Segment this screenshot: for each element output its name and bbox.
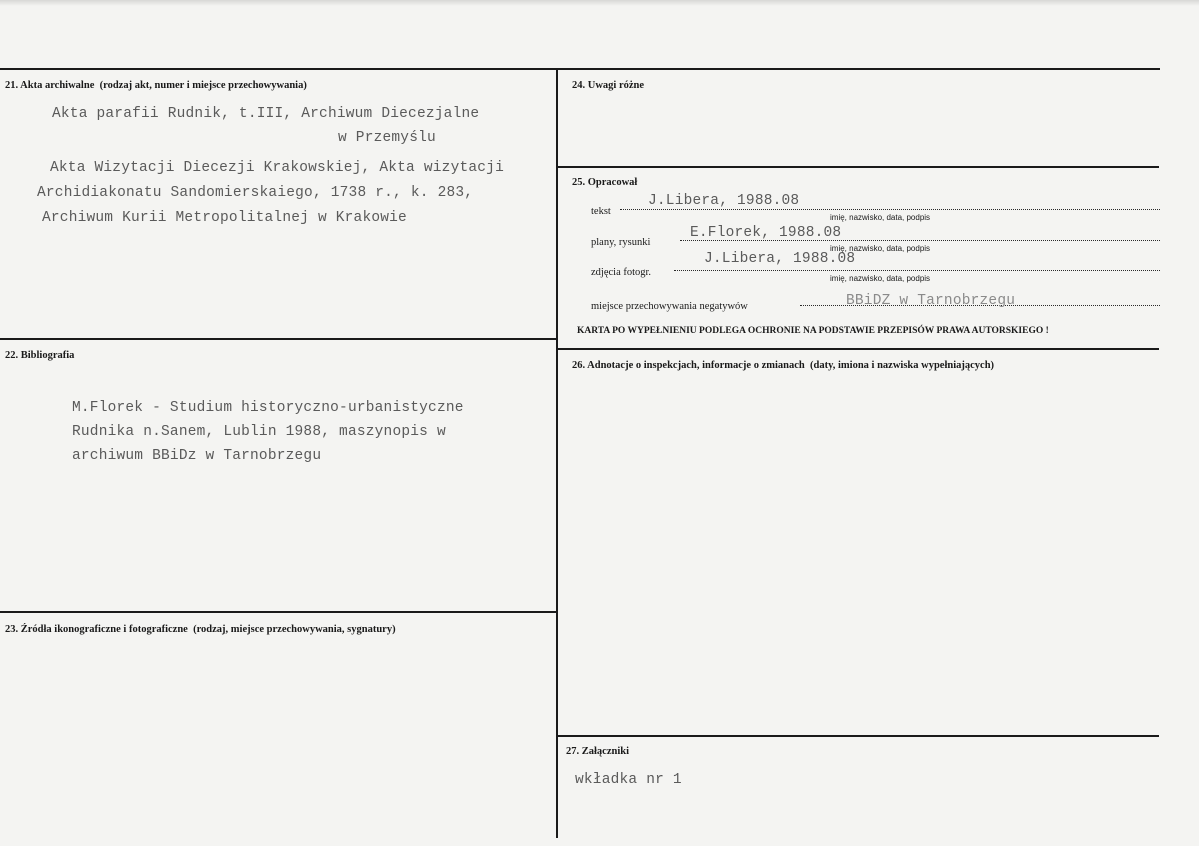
section-21-subtitle: (rodzaj akt, numer i miejsce przechowywania) [99,80,307,91]
top-rule [0,68,1160,70]
section-25-header: 25. Opracował [572,177,638,188]
author-plans-value: E.Florek, 1988.08 [690,225,842,241]
section-23-title: 23. Źródła ikonograficzne i fotograficzne [5,624,188,635]
author-plans-caption: imię, nazwisko, data, podpis [830,244,931,253]
negatives-value: BBiDZ w Tarnobrzegu [846,293,1016,309]
section-27-header: 27. Załączniki [566,746,630,757]
left-rule-23 [0,611,557,613]
section-26-title: 26. Adnotacje o inspekcjach, informacje o zmianach [572,360,805,371]
bibliography-line-2: Rudnika n.Sanem, Lublin 1988, maszynopis w [72,424,446,440]
author-text-caption: imię, nazwisko, data, podpis [830,213,931,222]
archive-line-5: Archiwum Kurii Metropolitalnej w Krakowie [42,210,407,226]
author-photos-caption: imię, nazwisko, data, podpis [830,274,931,283]
section-22-header: 22. Bibliografia [5,350,75,361]
section-23-header [5,624,396,635]
archive-line-1: Akta parafii Rudnik, t.III, Archiwum Diecezjalne [52,106,480,122]
author-photos-label: zdjęcia fotogr. [591,267,652,278]
section-26-subtitle: (daty, imiona i nazwiska wypełniających) [809,360,995,371]
author-text-label: tekst [591,206,611,217]
author-plans-label: plany, rysunki [591,237,651,248]
author-photos-dotted-line [674,270,1160,271]
archive-line-4: Archidiakonatu Sandomierskaiego, 1738 r., k. 283, [37,185,474,201]
author-text-dotted-line [620,209,1160,210]
section-21-header [5,80,307,91]
center-divider [556,68,558,838]
right-rule-27 [557,735,1159,737]
right-rule-26 [557,348,1159,350]
left-rule-22 [0,338,557,340]
scan-edge [0,0,1199,6]
archive-line-3: Akta Wizytacji Diecezji Krakowskiej, Akta wizytacji [50,160,504,176]
attachments-value: wkładka nr 1 [575,772,682,788]
right-rule-25 [557,166,1159,168]
bibliography-line-1: M.Florek - Studium historyczno-urbanistyczne [72,400,464,416]
section-24-header: 24. Uwagi różne [572,80,645,91]
section-23-subtitle: (rodzaj, miejsce przechowywania, sygnatury) [193,624,396,635]
author-text-value: J.Libera, 1988.08 [648,193,800,209]
section-26-header [572,360,994,371]
author-photos-value: J.Libera, 1988.08 [704,251,856,267]
copyright-notice: KARTA PO WYPEŁNIENIU PODLEGA OCHRONIE NA PODSTAWIE PRZEPISÓW PRAWA AUTORSKIEGO ! [577,326,1049,336]
archive-line-2: w Przemyślu [338,130,436,146]
negatives-label: miejsce przechowywania negatywów [591,301,748,312]
bibliography-line-3: archiwum BBiDz w Tarnobrzegu [72,448,322,464]
section-21-title: 21. Akta archiwalne [5,80,95,91]
